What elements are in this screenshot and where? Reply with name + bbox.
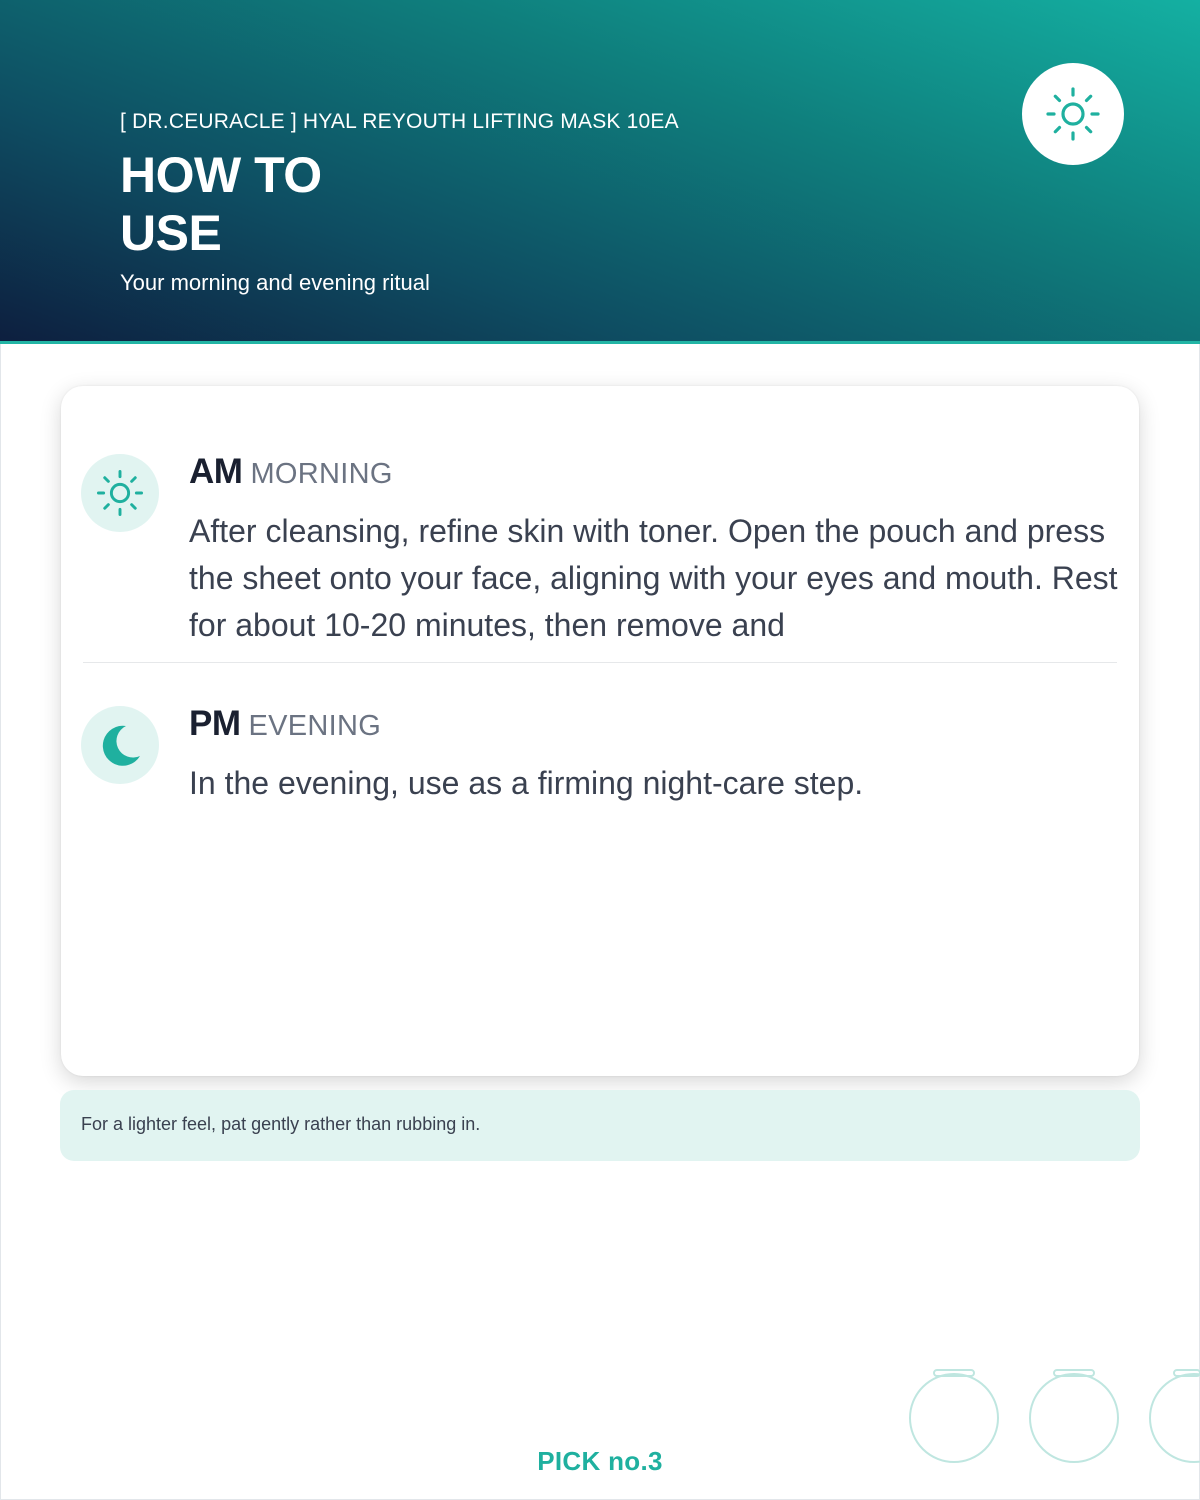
page-title [120,146,322,262]
pm-heading [189,704,381,744]
routine-divider [83,662,1117,663]
am-heading [189,452,393,492]
tip-text: For a lighter feel, pat gently rather than rubbing in. [81,1114,481,1134]
am-name: MORNING [250,458,393,490]
header-sun-badge [1022,63,1124,165]
page-title-line-1: HOW TO [120,147,322,203]
am-code: AM [189,452,243,491]
page-subtitle: Your morning and evening ritual [120,270,430,295]
product-brand-label: [ DR.CEURACLE ] HYAL REYOUTH LIFTING MASK 10EA [120,110,679,133]
sun-icon [1044,85,1102,143]
page-title-line-2: USE [120,205,222,261]
am-icon-circle [81,454,159,532]
sun-icon [95,468,145,518]
pm-name: EVENING [248,710,382,742]
header-banner [0,0,1200,344]
tip-box [60,1090,1140,1161]
pick-number-label: PICK no.3 [537,1446,663,1476]
am-instructions: After cleansing, refine skin with toner. Open the pouch and press the sheet onto your face, aligning with your eyes and mouth. Rest for about 10-20 minutes, then remove and [189,513,1118,643]
pm-icon-circle [81,706,159,784]
pm-routine [61,704,1139,864]
pm-code: PM [189,704,241,743]
pm-instructions: In the evening, use as a firming night-care step. [189,765,864,801]
routine-card [61,386,1139,1076]
moon-icon [95,720,145,770]
am-routine [61,452,1139,662]
